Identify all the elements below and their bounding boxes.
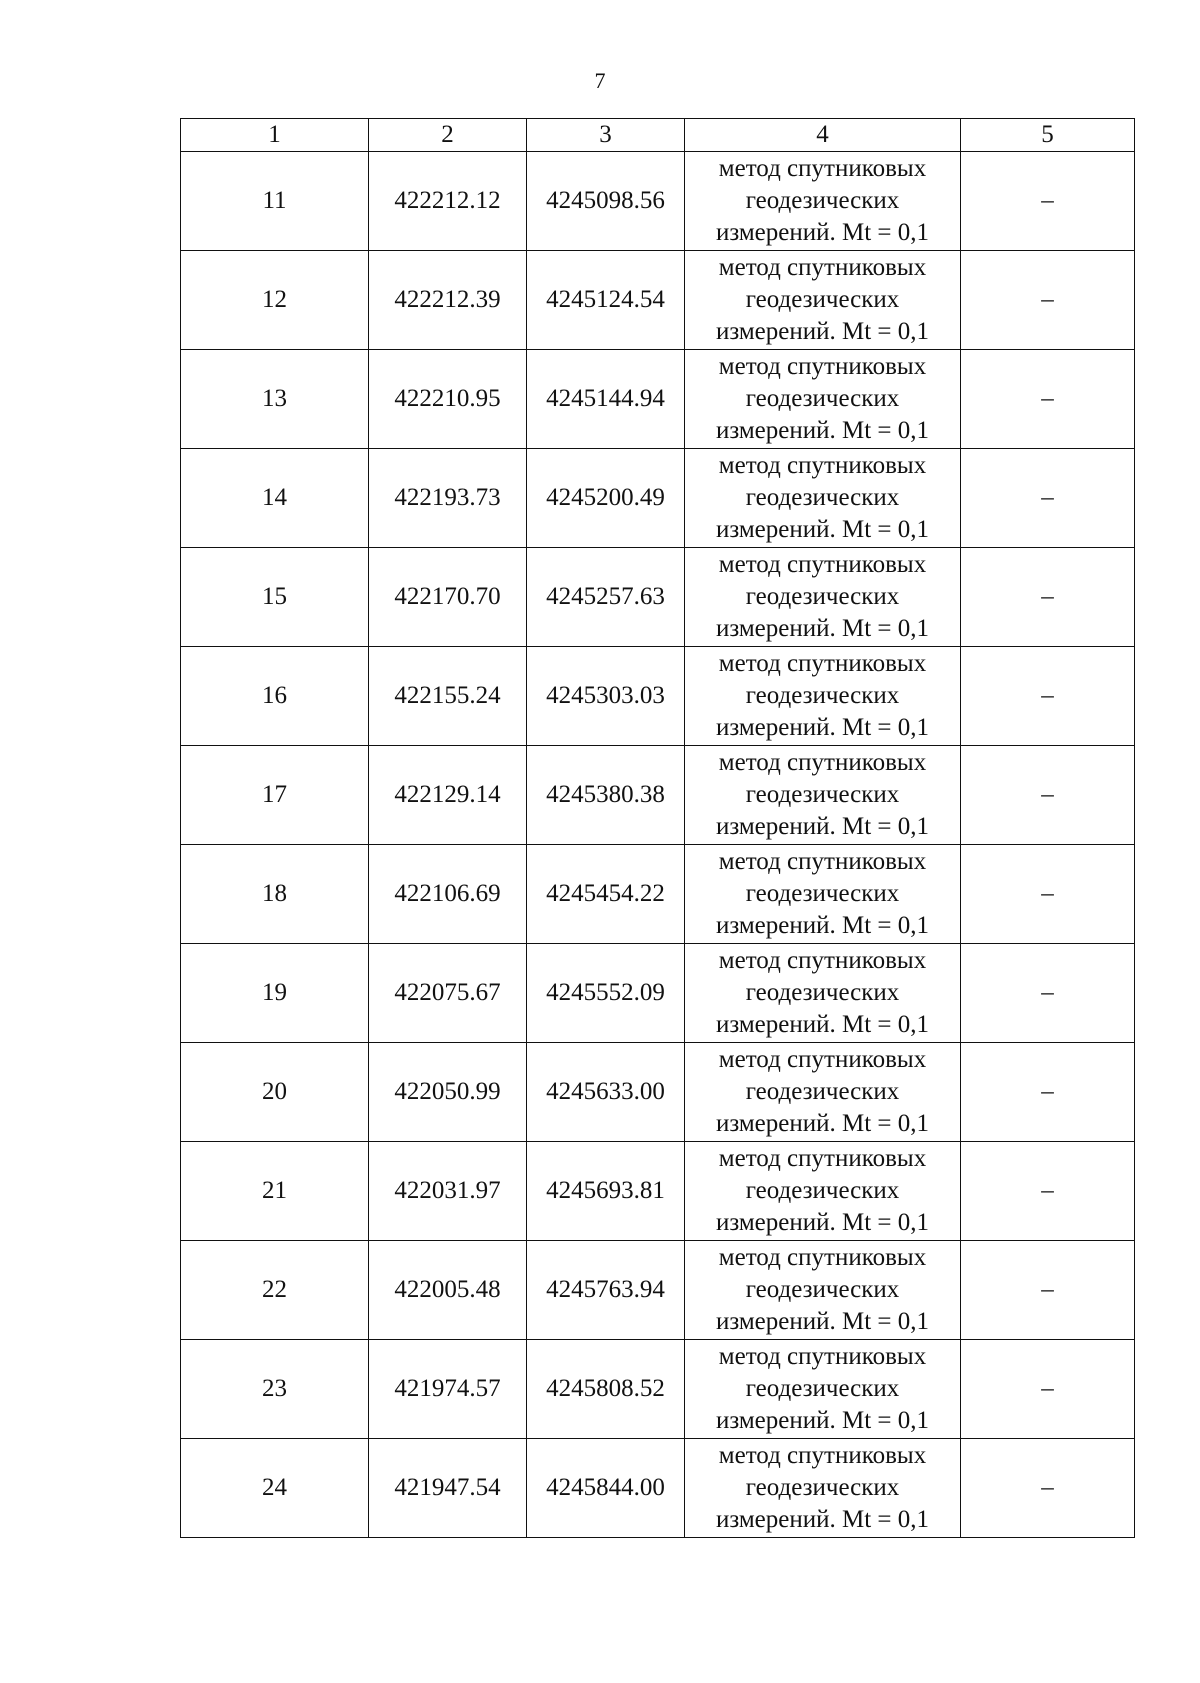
point-number-cell: 24 bbox=[181, 1439, 369, 1538]
note-cell: – bbox=[961, 1043, 1135, 1142]
table-row bbox=[181, 1142, 1135, 1241]
note-cell: – bbox=[961, 1340, 1135, 1439]
method-cell bbox=[685, 1340, 961, 1439]
note-cell: – bbox=[961, 746, 1135, 845]
method-cell bbox=[685, 647, 961, 746]
note-cell: – bbox=[961, 152, 1135, 251]
method-line: метод спутниковых bbox=[718, 1343, 927, 1370]
x-coordinate-cell: 422129.14 bbox=[369, 746, 527, 845]
table-row bbox=[181, 944, 1135, 1043]
method-line: метод спутниковых bbox=[718, 353, 927, 380]
point-number-cell: 16 bbox=[181, 647, 369, 746]
method-line: геодезических bbox=[745, 583, 900, 610]
method-line: измерений. Mt = 0,1 bbox=[715, 912, 930, 939]
method-line: метод спутниковых bbox=[718, 848, 927, 875]
note-cell: – bbox=[961, 350, 1135, 449]
point-number-cell: 18 bbox=[181, 845, 369, 944]
method-line: измерений. Mt = 0,1 bbox=[715, 714, 930, 741]
table-row bbox=[181, 152, 1135, 251]
point-number-cell: 23 bbox=[181, 1340, 369, 1439]
method-line: измерений. Mt = 0,1 bbox=[715, 1506, 930, 1533]
method-line: измерений. Mt = 0,1 bbox=[715, 219, 930, 246]
note-cell: – bbox=[961, 449, 1135, 548]
method-cell bbox=[685, 152, 961, 251]
x-coordinate-cell: 422155.24 bbox=[369, 647, 527, 746]
point-number-cell: 14 bbox=[181, 449, 369, 548]
x-coordinate-cell: 422031.97 bbox=[369, 1142, 527, 1241]
method-line: метод спутниковых bbox=[718, 1046, 927, 1073]
method-line: измерений. Mt = 0,1 bbox=[715, 1110, 930, 1137]
note-cell: – bbox=[961, 548, 1135, 647]
method-line: измерений. Mt = 0,1 bbox=[715, 516, 930, 543]
method-line: измерений. Mt = 0,1 bbox=[715, 1209, 930, 1236]
note-cell: – bbox=[961, 845, 1135, 944]
method-line: геодезических bbox=[745, 187, 900, 214]
y-coordinate-cell: 4245124.54 bbox=[527, 251, 685, 350]
method-line: геодезических bbox=[745, 1177, 900, 1204]
table-row bbox=[181, 1340, 1135, 1439]
point-number-cell: 13 bbox=[181, 350, 369, 449]
method-line: метод спутниковых bbox=[718, 749, 927, 776]
point-number-cell: 21 bbox=[181, 1142, 369, 1241]
table-row bbox=[181, 1241, 1135, 1340]
method-cell bbox=[685, 944, 961, 1043]
point-number-cell: 12 bbox=[181, 251, 369, 350]
note-cell: – bbox=[961, 1142, 1135, 1241]
method-line: геодезических bbox=[745, 286, 900, 313]
method-line: измерений. Mt = 0,1 bbox=[715, 1308, 930, 1335]
y-coordinate-cell: 4245693.81 bbox=[527, 1142, 685, 1241]
method-line: метод спутниковых bbox=[718, 551, 927, 578]
x-coordinate-cell: 421974.57 bbox=[369, 1340, 527, 1439]
method-line: геодезических bbox=[745, 781, 900, 808]
x-coordinate-cell: 422106.69 bbox=[369, 845, 527, 944]
method-cell bbox=[685, 1142, 961, 1241]
y-coordinate-cell: 4245633.00 bbox=[527, 1043, 685, 1142]
method-line: метод спутниковых bbox=[718, 254, 927, 281]
x-coordinate-cell: 422075.67 bbox=[369, 944, 527, 1043]
page-number: 7 bbox=[594, 68, 606, 93]
y-coordinate-cell: 4245303.03 bbox=[527, 647, 685, 746]
method-line: измерений. Mt = 0,1 bbox=[715, 1011, 930, 1038]
method-line: метод спутниковых bbox=[718, 1442, 927, 1469]
point-number-cell: 20 bbox=[181, 1043, 369, 1142]
method-cell bbox=[685, 548, 961, 647]
header-row bbox=[181, 119, 1135, 152]
method-line: геодезических bbox=[745, 1375, 900, 1402]
method-line: геодезических bbox=[745, 682, 900, 709]
method-cell bbox=[685, 1043, 961, 1142]
method-line: метод спутниковых bbox=[718, 1145, 927, 1172]
method-line: метод спутниковых bbox=[718, 155, 927, 182]
y-coordinate-cell: 4245808.52 bbox=[527, 1340, 685, 1439]
y-coordinate-cell: 4245454.22 bbox=[527, 845, 685, 944]
method-line: метод спутниковых bbox=[718, 947, 927, 974]
y-coordinate-cell: 4245144.94 bbox=[527, 350, 685, 449]
y-coordinate-cell: 4245844.00 bbox=[527, 1439, 685, 1538]
method-line: измерений. Mt = 0,1 bbox=[715, 813, 930, 840]
header-col-3: 3 bbox=[527, 119, 685, 152]
method-line: геодезических bbox=[745, 484, 900, 511]
method-line: метод спутниковых bbox=[718, 1244, 927, 1271]
point-number-cell: 19 bbox=[181, 944, 369, 1043]
note-cell: – bbox=[961, 647, 1135, 746]
y-coordinate-cell: 4245552.09 bbox=[527, 944, 685, 1043]
header-col-4: 4 bbox=[685, 119, 961, 152]
method-cell bbox=[685, 1439, 961, 1538]
y-coordinate-cell: 4245763.94 bbox=[527, 1241, 685, 1340]
method-line: измерений. Mt = 0,1 bbox=[715, 615, 930, 642]
method-line: геодезических bbox=[745, 1078, 900, 1105]
method-line: геодезических bbox=[745, 880, 900, 907]
table-row bbox=[181, 350, 1135, 449]
table-row bbox=[181, 548, 1135, 647]
method-line: геодезических bbox=[745, 1474, 900, 1501]
method-cell bbox=[685, 746, 961, 845]
table-row bbox=[181, 845, 1135, 944]
x-coordinate-cell: 422212.12 bbox=[369, 152, 527, 251]
table-row bbox=[181, 647, 1135, 746]
note-cell: – bbox=[961, 251, 1135, 350]
table-row bbox=[181, 1439, 1135, 1538]
header-col-5: 5 bbox=[961, 119, 1135, 152]
x-coordinate-cell: 422005.48 bbox=[369, 1241, 527, 1340]
table-row bbox=[181, 1043, 1135, 1142]
note-cell: – bbox=[961, 1241, 1135, 1340]
table-row bbox=[181, 449, 1135, 548]
method-line: геодезических bbox=[745, 385, 900, 412]
y-coordinate-cell: 4245380.38 bbox=[527, 746, 685, 845]
method-cell bbox=[685, 845, 961, 944]
x-coordinate-cell: 421947.54 bbox=[369, 1439, 527, 1538]
note-cell: – bbox=[961, 944, 1135, 1043]
table-body bbox=[181, 152, 1135, 1538]
method-line: измерений. Mt = 0,1 bbox=[715, 417, 930, 444]
table-header bbox=[181, 119, 1135, 152]
point-number-cell: 11 bbox=[181, 152, 369, 251]
method-line: измерений. Mt = 0,1 bbox=[715, 318, 930, 345]
method-cell bbox=[685, 350, 961, 449]
header-col-1: 1 bbox=[181, 119, 369, 152]
method-line: измерений. Mt = 0,1 bbox=[715, 1407, 930, 1434]
coordinates-table bbox=[180, 118, 1135, 1538]
x-coordinate-cell: 422193.73 bbox=[369, 449, 527, 548]
method-cell bbox=[685, 449, 961, 548]
point-number-cell: 17 bbox=[181, 746, 369, 845]
x-coordinate-cell: 422212.39 bbox=[369, 251, 527, 350]
method-line: геодезических bbox=[745, 1276, 900, 1303]
x-coordinate-cell: 422210.95 bbox=[369, 350, 527, 449]
table-row bbox=[181, 746, 1135, 845]
y-coordinate-cell: 4245200.49 bbox=[527, 449, 685, 548]
note-cell: – bbox=[961, 1439, 1135, 1538]
method-cell bbox=[685, 251, 961, 350]
x-coordinate-cell: 422170.70 bbox=[369, 548, 527, 647]
header-col-2: 2 bbox=[369, 119, 527, 152]
method-line: геодезических bbox=[745, 979, 900, 1006]
y-coordinate-cell: 4245098.56 bbox=[527, 152, 685, 251]
method-line: метод спутниковых bbox=[718, 650, 927, 677]
point-number-cell: 22 bbox=[181, 1241, 369, 1340]
point-number-cell: 15 bbox=[181, 548, 369, 647]
table-row bbox=[181, 251, 1135, 350]
y-coordinate-cell: 4245257.63 bbox=[527, 548, 685, 647]
method-cell bbox=[685, 1241, 961, 1340]
x-coordinate-cell: 422050.99 bbox=[369, 1043, 527, 1142]
method-line: метод спутниковых bbox=[718, 452, 927, 479]
